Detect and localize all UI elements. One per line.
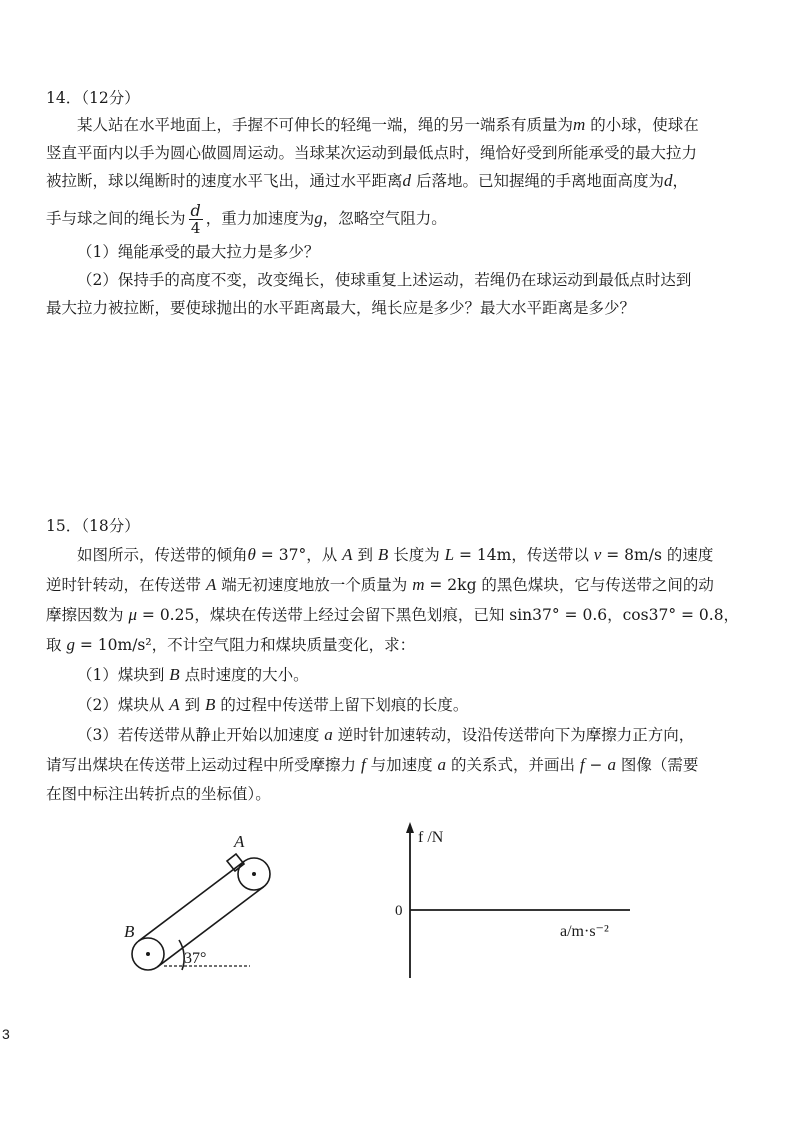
q14-sub2: （2）保持手的高度不变，改变绳长，使球重复上述运动，若绳仍在球运动到最低点时达到	[77, 271, 692, 289]
q14-heading	[46, 86, 140, 108]
var-d: d	[663, 171, 673, 190]
q15-line: 取 g = 10m/s²，不计空气阻力和煤块质量变化，求：	[46, 635, 416, 654]
q14-sub2-cont: 最大拉力被拉断，要使球抛出的水平距离最大，绳长应是多少？最大水平距离是多少？	[46, 299, 636, 317]
conveyor-figure	[110, 820, 280, 980]
q15-sub3-cont: 请写出煤块在传送带上运动过程中所受摩擦力 f 与加速度 a 的关系式，并画出 f − a 图像（需要	[46, 755, 699, 774]
y-axis-label: f /N	[418, 829, 444, 846]
q14-number: 14．	[46, 89, 82, 107]
q15-sub3: （3）若传送带从静止开始以加速度 a 逆时针加速转动，设沿传送带向下为摩擦力正方向，	[77, 725, 695, 744]
q15-sub3-cont: 在图中标注出转折点的坐标值）。	[46, 785, 271, 803]
q14-line: 被拉断，球以绳断时的速度水平飞出，通过水平距离d 后落地。已知握绳的手离地面高度为d，	[46, 171, 688, 190]
q15-points: （18分）	[81, 517, 140, 535]
q14-points: （12分）	[81, 89, 140, 107]
q15-sub2: （2）煤块从 A 到 B 的过程中传送带上留下划痕的长度。	[77, 695, 469, 714]
var-m: m	[573, 115, 586, 134]
q14-line: 竖直平面内以手为圆心做圆周运动。当球某次运动到最低点时，绳恰好受到所能承受的最大拉力	[46, 144, 698, 162]
var-g: g	[314, 208, 323, 228]
pulley-axle	[252, 872, 256, 876]
y-axis-arrow	[406, 822, 414, 833]
q15-line: 如图所示，传送带的倾角θ = 37°，从 A 到 B 长度为 L = 14m，传送带以 v = 8m/s 的速度	[77, 545, 714, 564]
var-d: d	[402, 171, 412, 190]
angle-label: 37°	[184, 950, 207, 967]
q15-heading	[46, 514, 140, 536]
q15-sub1: （1）煤块到 B 点时速度的大小。	[77, 665, 309, 684]
label-A: A	[234, 832, 245, 851]
q15-number: 15．	[46, 517, 82, 535]
belt-upper	[138, 861, 244, 941]
belt-lower	[158, 887, 264, 967]
f-a-axes	[380, 818, 640, 988]
fraction-d-over-4: $\frac{d}{4}$	[190, 201, 201, 237]
q15-line: 摩擦因数为 μ = 0.25，煤块在传送带上经过会留下黑色划痕，已知 sin37° = 0.6，cos37° = 0.8，	[46, 605, 740, 624]
origin-label: 0	[395, 903, 403, 919]
q15-line: 逆时针转动，在传送带 A 端无初速度地放一个质量为 m = 2kg 的黑色煤块，它与传送带之间的动	[46, 575, 714, 594]
label-B: B	[124, 922, 135, 941]
q14-line: 手与球之间的绳长为 $\frac{d}{4}$ ，重力加速度为g，忽略空气阻力。	[46, 201, 447, 237]
q14-line: 某人站在水平地面上，手握不可伸长的轻绳一端，绳的另一端系有质量为m 的小球，使球在	[77, 115, 699, 134]
q14-body	[46, 111, 766, 322]
q14-sub1: （1）绳能承受的最大拉力是多少？	[77, 243, 320, 261]
x-axis-label: a/m·s⁻²	[560, 923, 609, 940]
pulley-axle	[146, 952, 150, 956]
q15-body	[46, 540, 766, 809]
page-number: 3	[2, 1026, 10, 1042]
